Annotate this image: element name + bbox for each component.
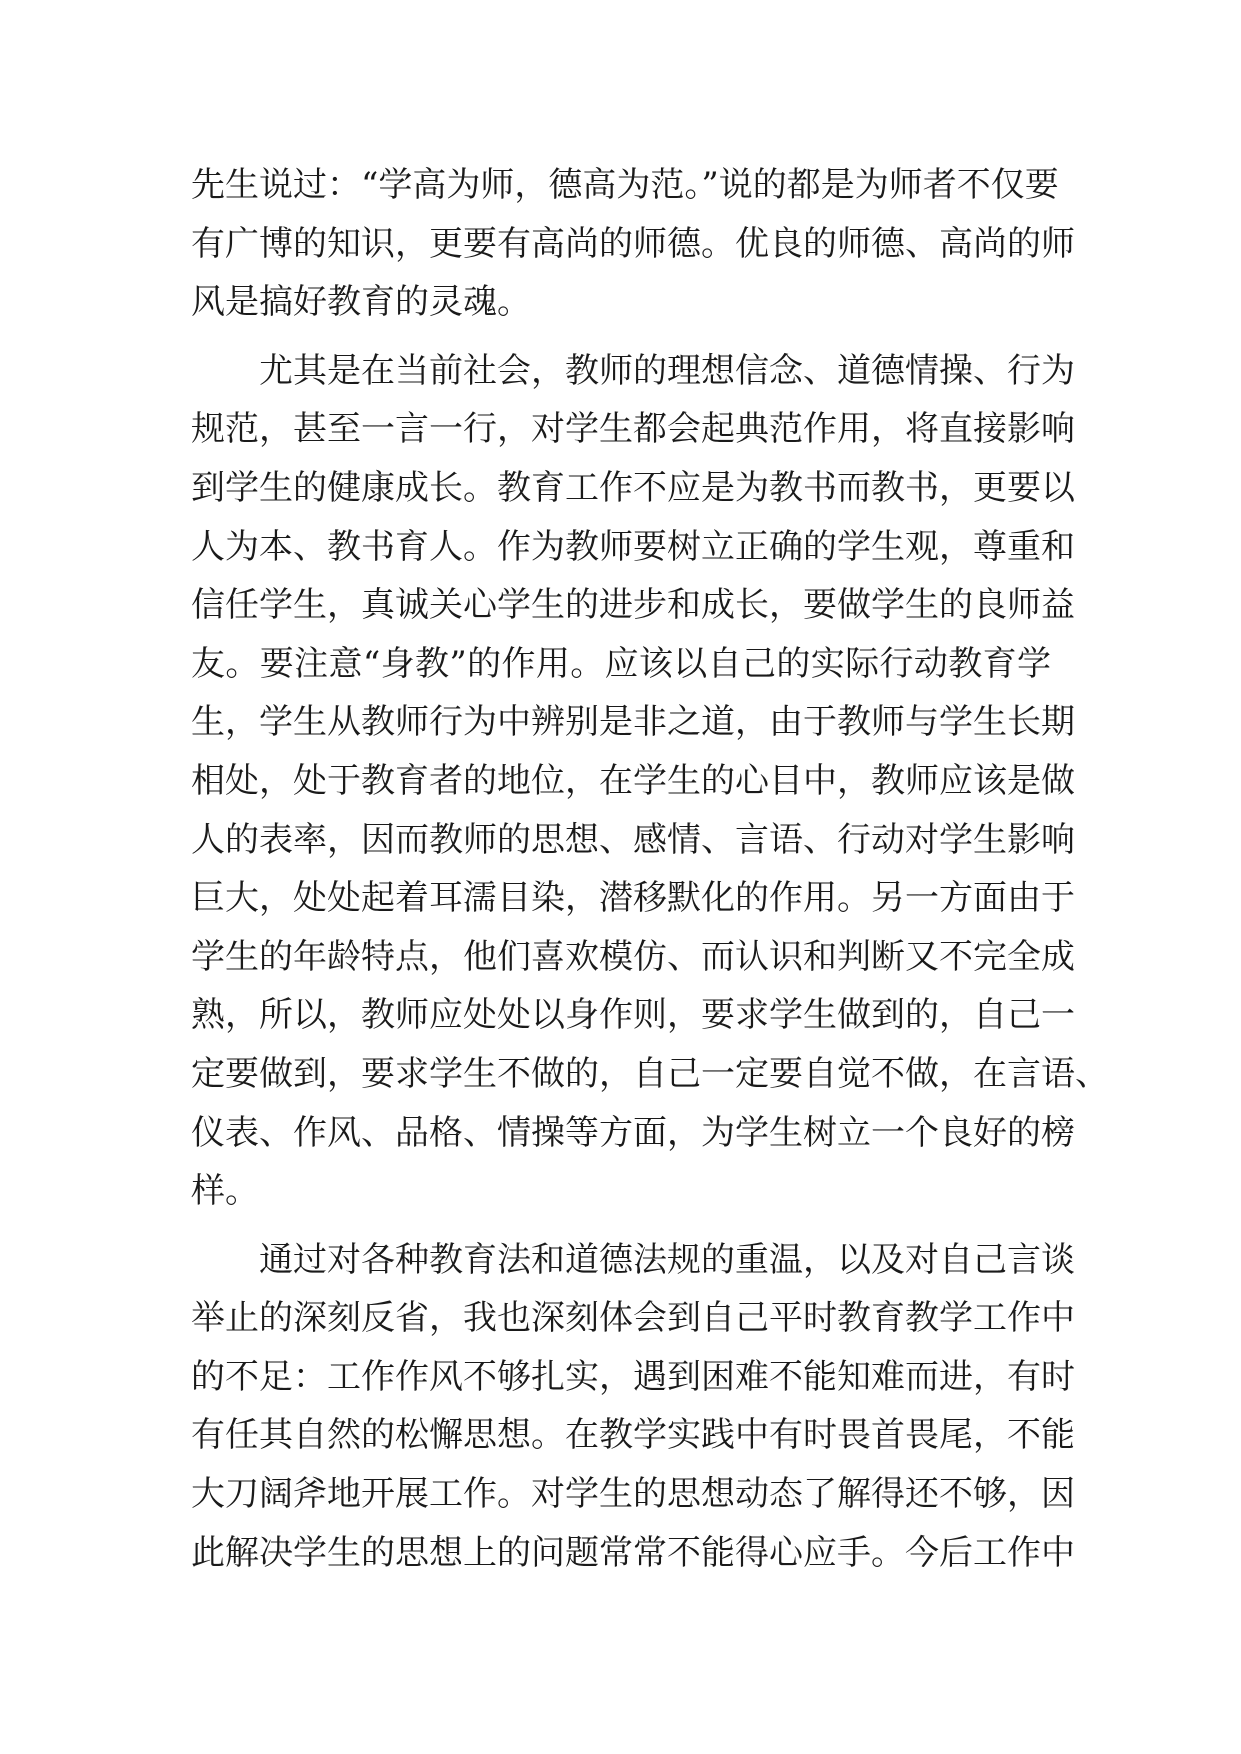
document-body (191, 156, 1109, 1582)
text-line: 举止的深刻反省，我也深刻体会到自己平时教育教学工作中 (191, 1298, 1075, 1339)
paragraph-1 (191, 156, 1075, 332)
text-line: 风是搞好教育的灵魂。 (191, 282, 531, 323)
text-line: 仪表、作风、品格、情操等方面，为学生树立一个良好的榜 (191, 1112, 1075, 1153)
text-line: 信任学生，真诚关心学生的进步和成长，要做学生的良师益 (191, 585, 1075, 626)
text-line: 到学生的健康成长。教育工作不应是为教书而教书，更要以 (191, 467, 1075, 508)
text-line: 通过对各种教育法和道德法规的重温，以及对自己言谈 (259, 1239, 1075, 1280)
text-line: 生，学生从教师行为中辨别是非之道，由于教师与学生长期 (191, 702, 1075, 743)
text-line: 规范，甚至一言一行，对学生都会起典范作用，将直接影响 (191, 409, 1075, 450)
text-line: 大刀阔斧地开展工作。对学生的思想动态了解得还不够，因 (191, 1474, 1075, 1515)
text-line: 熟，所以，教师应处处以身作则，要求学生做到的，自己一 (191, 995, 1075, 1036)
text-line: 人为本、教书育人。作为教师要树立正确的学生观，尊重和 (191, 526, 1075, 567)
text-line: 尤其是在当前社会，教师的理想信念、道德情操、行为 (259, 350, 1075, 391)
text-line: 巨大，处处起着耳濡目染，潜移默化的作用。另一方面由于 (191, 878, 1075, 919)
text-line: 相处，处于教育者的地位，在学生的心目中，教师应该是做 (191, 760, 1075, 801)
text-line: 人的表率，因而教师的思想、感情、言语、行动对学生影响 (191, 819, 1075, 860)
paragraph-2 (191, 342, 1109, 1221)
text-line: 有任其自然的松懈思想。在教学实践中有时畏首畏尾，不能 (191, 1415, 1075, 1456)
paragraph-gap (191, 1221, 1051, 1231)
text-line: 样。 (191, 1171, 259, 1212)
paragraph-gap (191, 332, 1051, 342)
text-line: 有广博的知识，更要有高尚的师德。优良的师德、高尚的师 (191, 223, 1075, 264)
text-line: 的不足：工作作风不够扎实，遇到困难不能知难而进，有时 (191, 1356, 1075, 1397)
text-line: 此解决学生的思想上的问题常常不能得心应手。今后工作中 (191, 1532, 1075, 1573)
text-line: 先生说过：“学高为师，德高为范。”说的都是为师者不仅要 (191, 165, 1059, 205)
text-line: 友。要注意“身教”的作用。应该以自己的实际行动教育学 (191, 643, 1051, 684)
paragraph-3 (191, 1231, 1075, 1583)
text-line: 定要做到，要求学生不做的，自己一定要自觉不做，在言语、 (191, 1053, 1109, 1094)
text-line: 学生的年龄特点，他们喜欢模仿、而认识和判断又不完全成 (191, 936, 1075, 977)
